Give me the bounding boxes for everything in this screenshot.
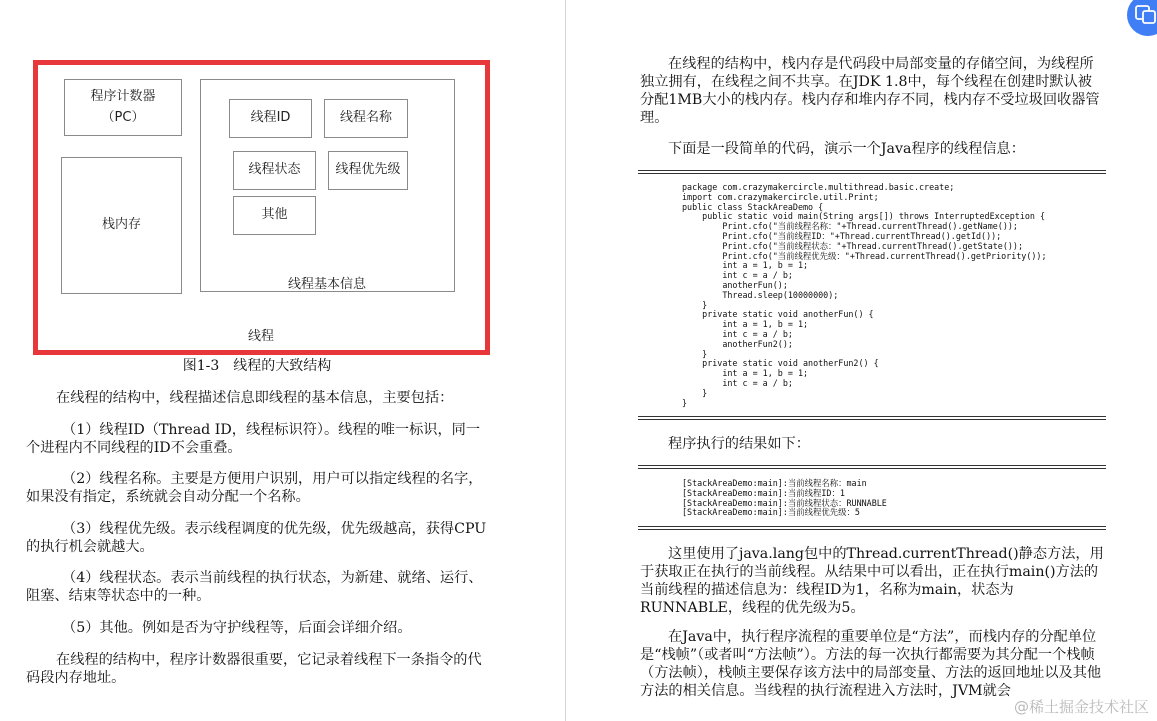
left-paragraph-2: （1）线程ID（Thread ID，线程标识符）。线程的唯一标识，同一个进程内不同线程的ID不会重叠。: [26, 422, 481, 456]
thread-structure-figure: [33, 60, 490, 355]
code-bottom-rule: [638, 416, 1106, 420]
other-box: 其他: [233, 196, 316, 235]
output-bottom-rule: [638, 526, 1106, 530]
thread-priority-box: 线程优先级: [328, 151, 408, 190]
left-paragraph-3: （2）线程名称。主要是方便用户识别，用户可以指定线程的名字，如果没有指定，系统就会自动分配一个名称。: [26, 471, 483, 505]
right-paragraph-1: 在线程的结构中，栈内存是代码段中局部变量的存储空间，为线程所独立拥有，在线程之间不共享。在JDK 1.8中，每个线程在创建时默认被分配1MB大小的栈内存。栈内存和堆内存不同，栈内存不受垃圾回收器管理。: [640, 56, 1100, 126]
left-paragraph-6: （5）其他。例如是否为守护线程等，后面会详细介绍。: [62, 620, 412, 636]
code-block: package com.crazymakercircle.multithread.basic.create; import com.crazymakercircle.util.Print; public class StackAreaDemo { public static void main(String args[]) throws InterruptedException { Print.cfo("当前线程名称："+Thread.currentThread().getName()); Print.cfo("当前线程ID："+Thread.currentThread().getId()); Print.cfo("当前线程状态："+Thread.currentThread().getState()); Print.cfo("当前线程优先级："+Thread.currentThread().getPriority()); int a = 1, b = 1; int c = a / b; anotherFun(); Thread.sleep(10000000); } private static void anotherFun() { int a = 1, b = 1; int c = a / b; anotherFun2(); } private static void anotherFun2() { int a = 1, b = 1; int c = a / b; } }: [682, 182, 1047, 408]
thread-status-box: 线程状态: [233, 151, 316, 190]
thread-label: 线程: [248, 329, 275, 344]
left-paragraph-1: 在线程的结构中，线程描述信息即线程的基本信息，主要包括：: [56, 390, 454, 406]
left-paragraph-5: （4）线程状态。表示当前线程的执行状态，为新建、就绪、运行、阻塞、结束等状态中的一种。: [26, 570, 483, 604]
watermark: @稀土掘金技术社区: [1013, 698, 1149, 716]
left-paragraph-4: （3）线程优先级。表示线程调度的优先级，优先级越高，获得CPU的执行机会就越大。: [26, 521, 487, 555]
thread-name-box: 线程名称: [324, 99, 408, 138]
right-paragraph-5: 在Java中，执行程序流程的重要单位是“方法”，而栈内存的分配单位是“栈帧”（或者叫“方法帧”）。方法的每一次执行都需要为其分配一个栈帧（方法帧），栈帧主要保存该方法中的局部变量、方法的返回地址以及其他方法的相关信息。当线程的执行流程进入方法时，JVM就会: [640, 629, 1102, 699]
right-paragraph-2: 下面是一段简单的代码，演示一个Java程序的线程信息：: [668, 141, 1025, 157]
program-counter-box: [64, 79, 182, 136]
code-top-rule: [638, 170, 1106, 174]
translate-icon: [1135, 5, 1157, 25]
pc-label-line2: （PC）: [101, 109, 145, 125]
left-paragraph-7: 在线程的结构中，程序计数器很重要，它记录着线程下一条指令的代码段内存地址。: [26, 652, 482, 686]
pc-label-line1: 程序计数器: [90, 88, 156, 104]
right-paragraph-4: 这里使用了java.lang包中的Thread.currentThread()静态方法，用于获取正在执行的当前线程。从结果中可以看出，正在执行main()方法的当前线程的描述信息为：线程ID为1，名称为main，状态为RUNNABLE，线程的优先级为5。: [640, 546, 1104, 616]
figure-caption: 图1-3 线程的大致结构: [182, 358, 332, 374]
right-paragraph-3: 程序执行的结果如下：: [668, 436, 810, 452]
output-block: [StackAreaDemo:main]:当前线程名称：main [StackAreaDemo:main]:当前线程ID：1 [StackAreaDemo:main]:当前线程状态：RUNNABLE [StackAreaDemo:main]:当前线程优先级：5: [682, 478, 887, 518]
thread-id-box: 线程ID: [229, 99, 312, 138]
stack-memory-box: 栈内存: [61, 157, 182, 294]
page-divider: [565, 0, 566, 721]
output-top-rule: [638, 465, 1106, 469]
basic-info-label: 线程基本信息: [288, 277, 367, 292]
